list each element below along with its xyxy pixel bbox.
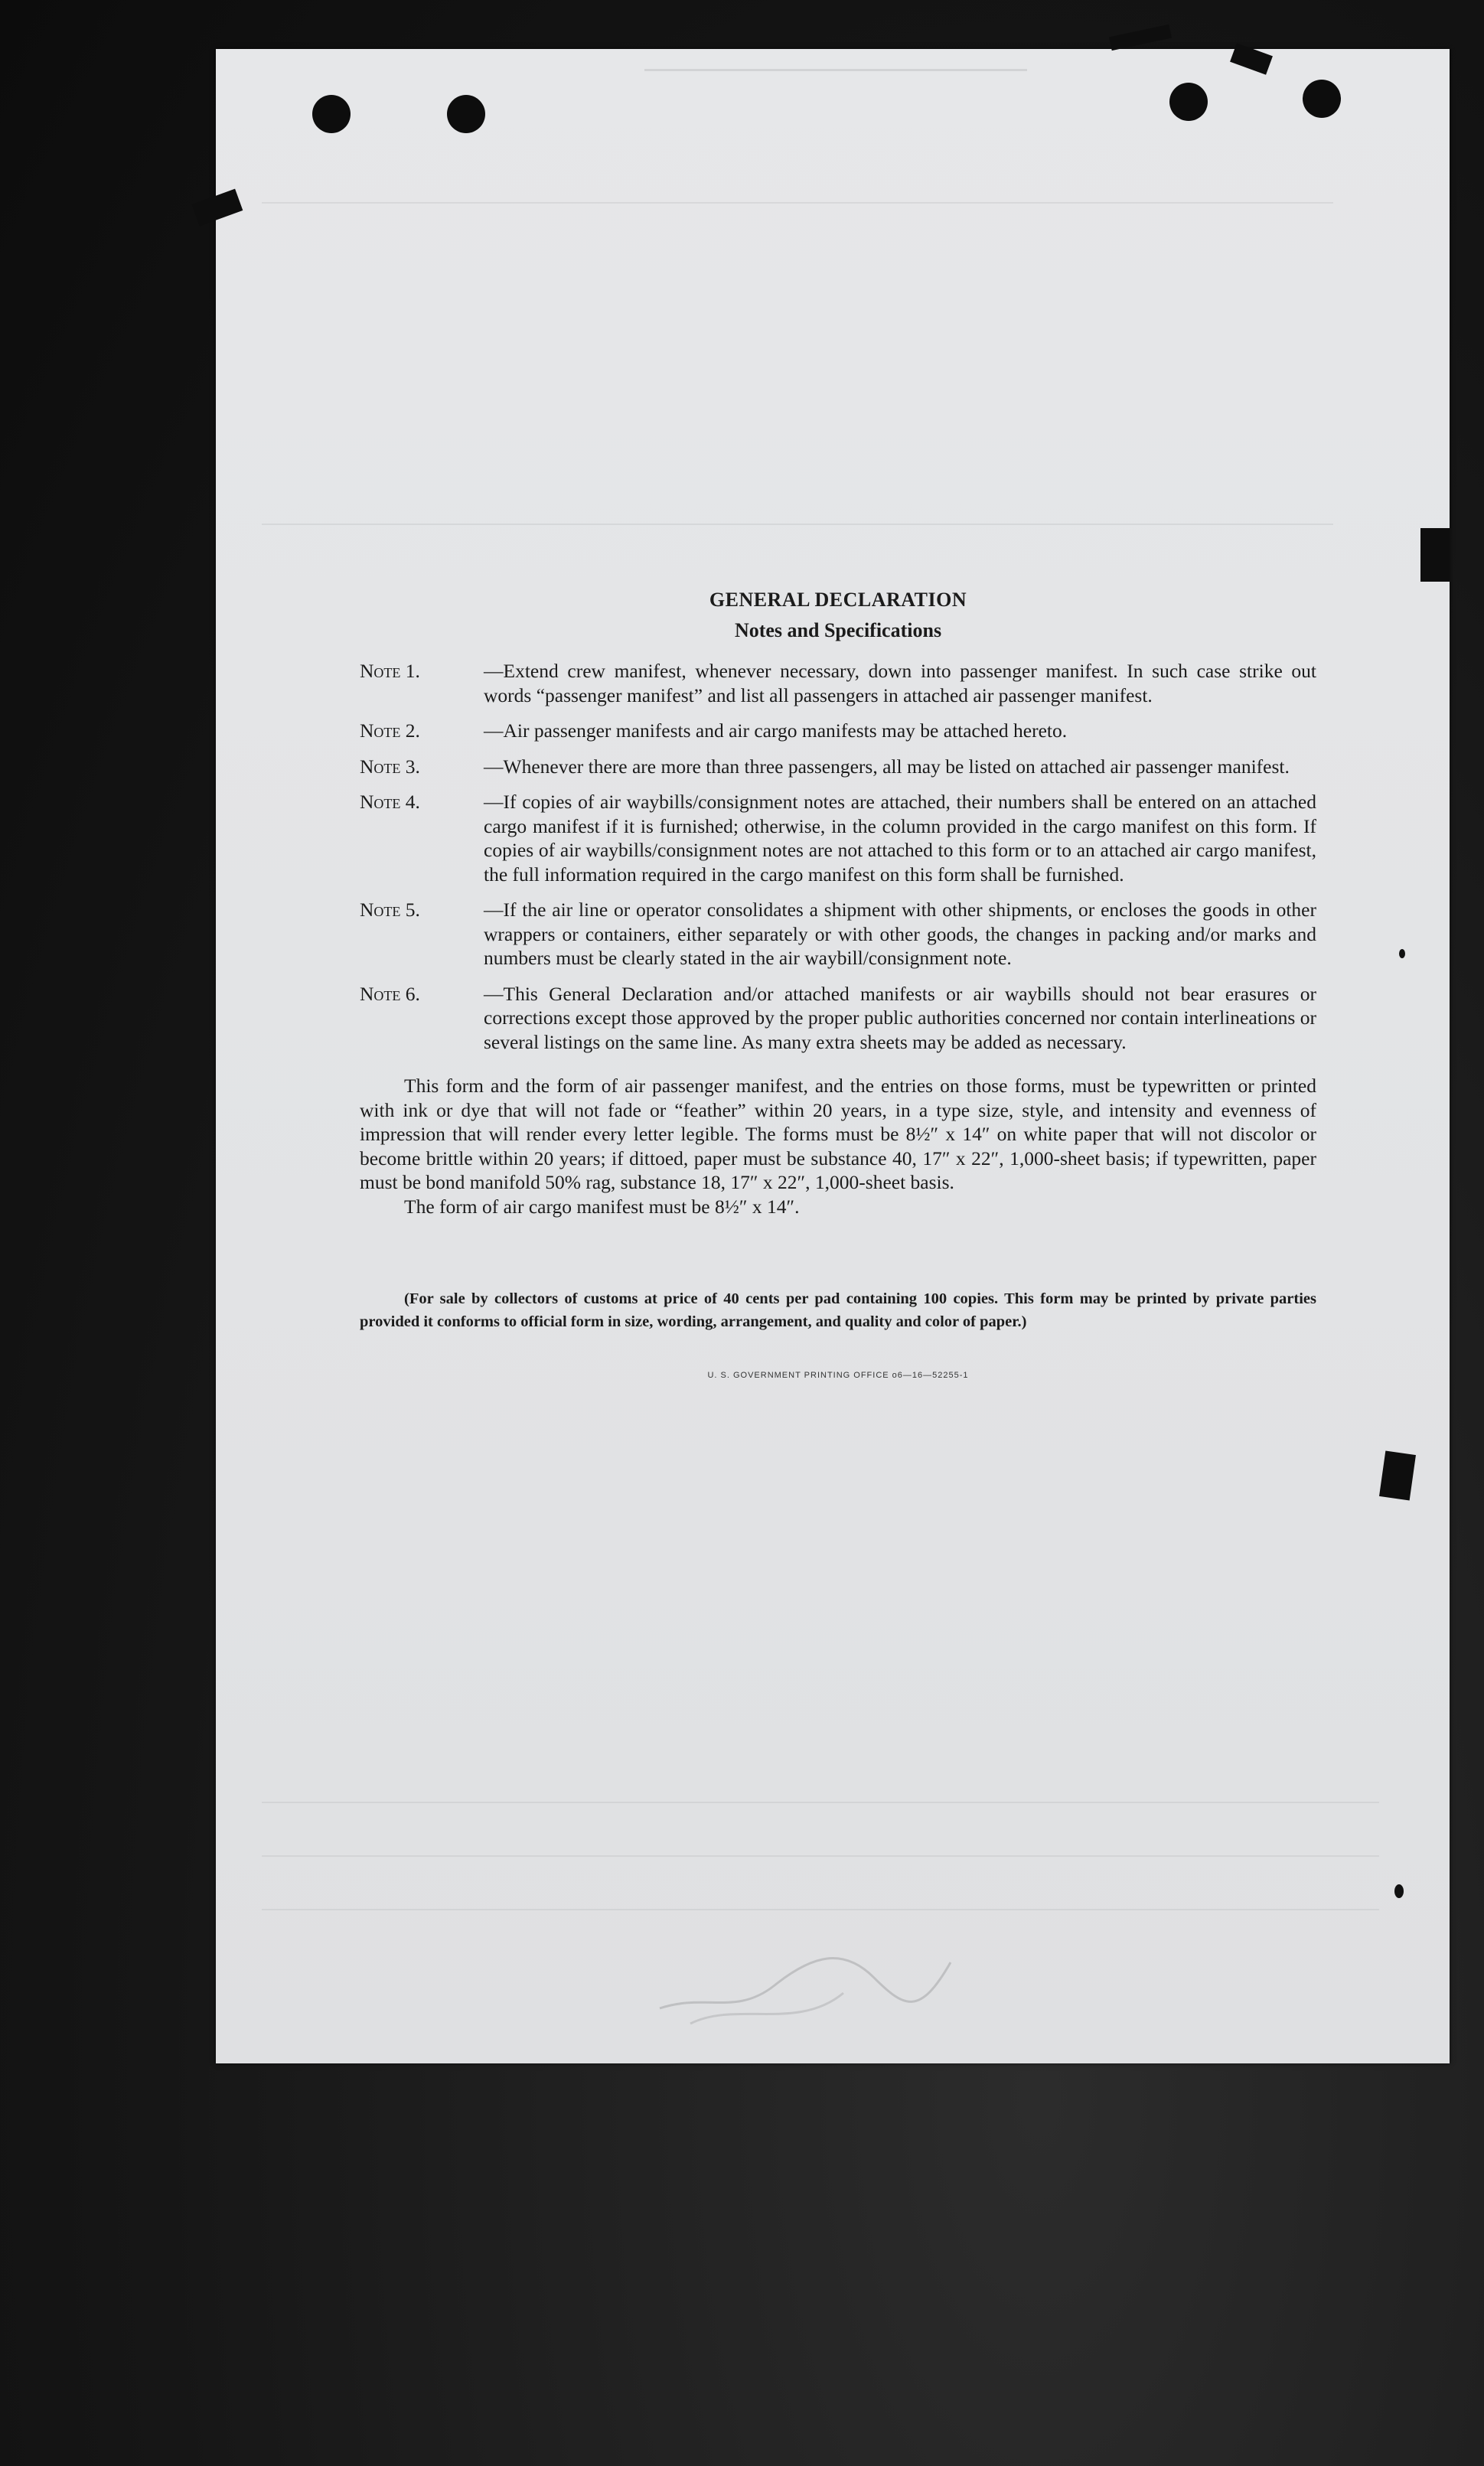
note-label: Note 5. bbox=[360, 899, 420, 921]
cargo-manifest-size-paragraph: The form of air cargo manifest must be 8½″ x 14″. bbox=[404, 1195, 800, 1218]
signature-bleed-through bbox=[644, 1916, 966, 2039]
bleed-through-text bbox=[262, 1855, 1379, 1857]
bleed-through-text bbox=[262, 1802, 1379, 1803]
punch-hole-2 bbox=[447, 95, 485, 133]
printing-office-imprint: U. S. GOVERNMENT PRINTING OFFICE o6—16—52255-1 bbox=[707, 1371, 969, 1380]
note-2 bbox=[360, 719, 1316, 743]
note-6 bbox=[360, 982, 1316, 1055]
debris-dot bbox=[1399, 949, 1405, 958]
note-label: Note 1. bbox=[360, 660, 420, 682]
note-text: —Extend crew manifest, whenever necessary, down into passenger manifest. In such case strike out words “passenger manifest” and list all passengers in attached air passenger manifest. bbox=[484, 660, 1316, 706]
punch-hole-3 bbox=[1169, 83, 1208, 121]
punch-hole-1 bbox=[312, 95, 351, 133]
note-4 bbox=[360, 790, 1316, 886]
declaration-notes bbox=[360, 582, 1316, 1388]
note-label: Note 6. bbox=[360, 982, 420, 1005]
torn-edge bbox=[1379, 1451, 1416, 1501]
bleed-through-text bbox=[262, 202, 1333, 204]
note-text: —If copies of air waybills/consignment notes are attached, their numbers shall be entered on an attached cargo manifest if it is furnished; otherwise, in the column provided in the cargo manifest on this form. If copies of air waybills/consignment notes are not attached to this form or to an attached air cargo manifest, the full information required in the cargo manifest on this form shall be furnished. bbox=[484, 791, 1316, 886]
debris-dot bbox=[1394, 1884, 1404, 1898]
note-label: Note 3. bbox=[360, 755, 420, 778]
note-label: Note 2. bbox=[360, 719, 420, 742]
form-requirements-paragraph: This form and the form of air passenger manifest, and the entries on those forms, must be typewritten or printed with ink or dye that will not fade or “feather” within 20 years, in a type size, style, and intensity and evenness of impression that will render every letter legible. The forms must be 8½″ x 14″ on white paper that will not discolor or become brittle within 20 years; if dittoed, paper must be substance 40, 17″ x 22″, 1,000-sheet basis; if typewritten, paper must be bond manifold 50% rag, substance 18, 17″ x 22″, 1,000-sheet basis. bbox=[360, 1075, 1316, 1193]
note-text: —Whenever there are more than three passengers, all may be listed on attached air passenger manifest. bbox=[484, 755, 1290, 778]
punch-hole-4 bbox=[1303, 80, 1341, 118]
bleed-through-text bbox=[644, 69, 1027, 86]
note-text: —If the air line or operator consolidates a shipment with other shipments, or encloses the goods in other wrappers or containers, either separately or with other goods, the changes in packing and/or marks and numbers must be clearly stated in the air waybill/consignment note. bbox=[484, 899, 1316, 969]
torn-edge bbox=[1420, 528, 1450, 582]
note-text: —Air passenger manifests and air cargo manifests may be attached hereto. bbox=[484, 719, 1068, 742]
sale-notice: (For sale by collectors of customs at price of 40 cents per pad containing 100 copies. This form may be printed by private parties provided it conforms to official form in size, wording, arrangement, and quality and color of paper.) bbox=[360, 1290, 1316, 1330]
bleed-through-text bbox=[262, 1909, 1379, 1910]
note-3 bbox=[360, 755, 1316, 779]
note-text: —This General Declaration and/or attached manifests or air waybills should not bear erasures or corrections except those approved by the proper public authorities concerned nor contain interlineations or several listings on the same line. As many extra sheets may be added as necessary. bbox=[484, 982, 1316, 1053]
note-label: Note 4. bbox=[360, 791, 420, 813]
note-5 bbox=[360, 898, 1316, 970]
note-1 bbox=[360, 659, 1316, 707]
bleed-through-text bbox=[262, 524, 1333, 525]
page-subtitle: Notes and Specifications bbox=[734, 618, 942, 641]
page-title: GENERAL DECLARATION bbox=[709, 589, 967, 611]
